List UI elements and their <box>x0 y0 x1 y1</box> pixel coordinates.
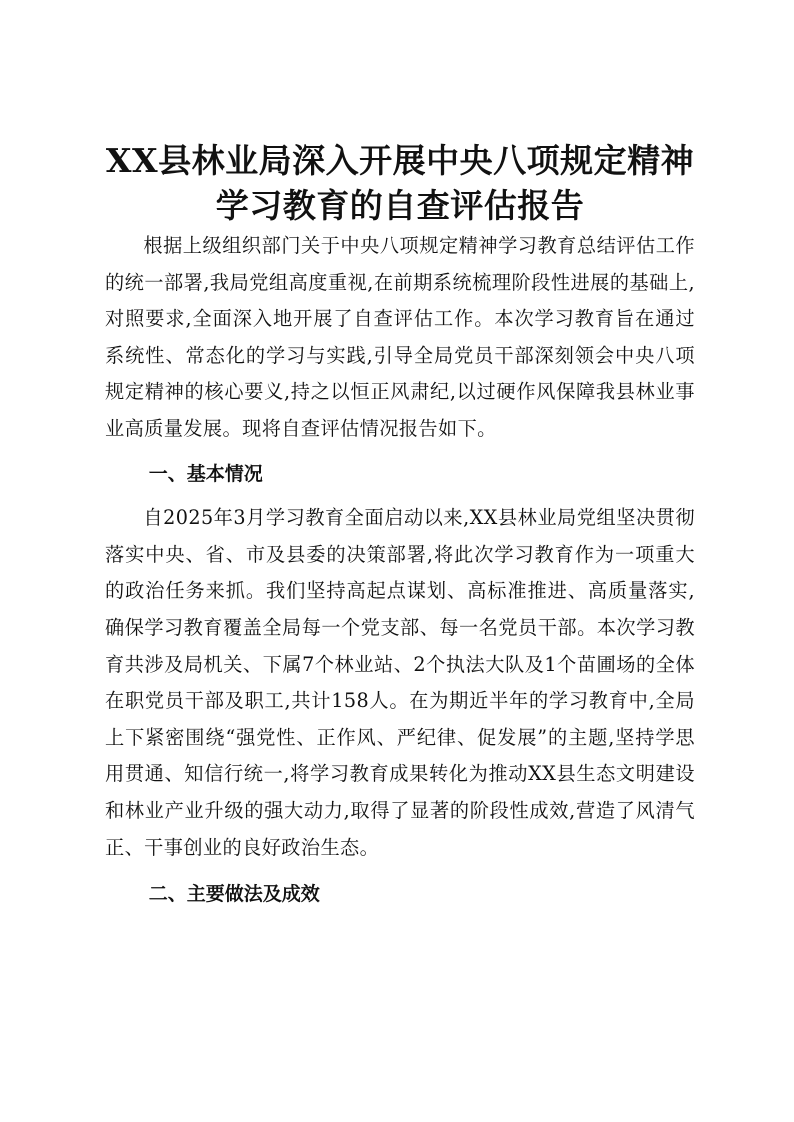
spacer <box>105 448 695 456</box>
document-title: XX县林业局深入开展中央八项规定精神学习教育的自查评估报告 <box>105 141 695 225</box>
section1-paragraph: 自2025年3月学习教育全面启动以来,XX县林业局党组坚决贯彻落实中央、省、市及县委的决策部署,将此次学习教育作为一项重大的政治任务来抓。我们坚持高起点谋划、高标准推进、高质量落实,确保学习教育覆盖全局每一个党支部、每一名党员干部。本次学习教育共涉及局机关、下属7个林业站、2个执法大队及1个苗圃场的全体在职党员干部及职工,共计158人。在为期近半年的学习教育中,全局上下紧密围绕“强党性、正作风、严纪律、促发展”的主题,坚持学思用贯通、知信行统一,将学习教育成果转化为推动XX县生态文明建设和林业产业升级的强大动力,取得了显著的阶段性成效,营造了风清气正、干事创业的良好政治生态。 <box>105 506 695 859</box>
section-heading-basic-situation: 一、基本情况 <box>148 462 263 485</box>
section-heading-main-practices: 二、主要做法及成效 <box>148 883 320 906</box>
spacer <box>105 492 695 500</box>
spacer <box>105 866 695 876</box>
document-page <box>105 138 695 913</box>
intro-paragraph: 根据上级组织部门关于中央八项规定精神学习教育总结评估工作的统一部署,我局党组高度重视,在前期系统梳理阶段性进展的基础上,对照要求,全面深入地开展了自查评估工作。本次学习教育旨在通过系统性、常态化的学习与实践,引导全局党员干部深刻领会中央八项规定精神的核心要义,持之以恒正风肃纪,以过硬作风保障我县林业事业高质量发展。现将自查评估情况报告如下。 <box>105 234 695 440</box>
